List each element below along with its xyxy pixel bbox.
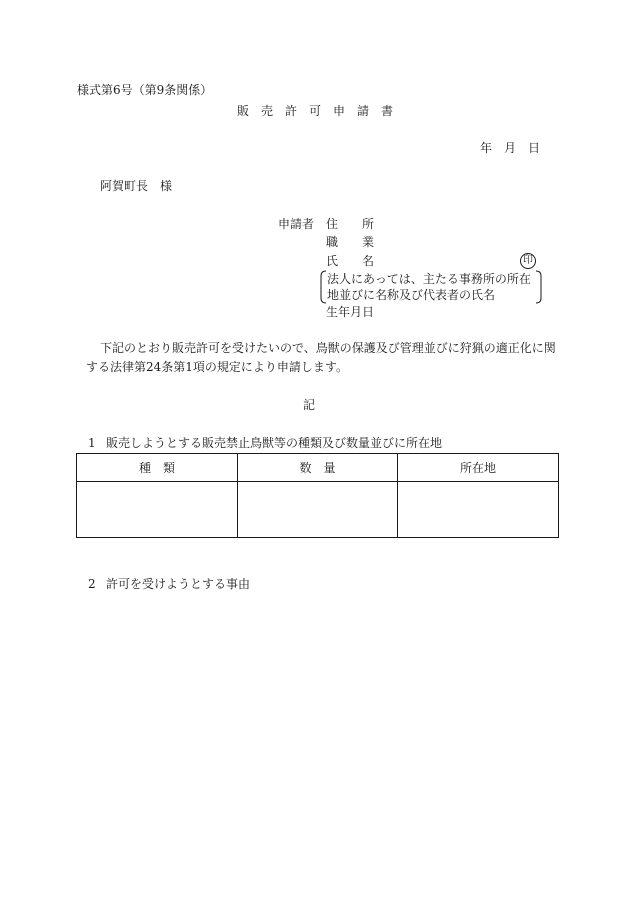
table-header-cell: 数 量 bbox=[238, 454, 398, 482]
table-header-row bbox=[77, 454, 559, 482]
body-line: する法律第24条第1項の規定により申請します。 bbox=[86, 360, 348, 374]
applicant-label: 申請者 bbox=[278, 217, 315, 231]
table-cell bbox=[238, 482, 398, 538]
occupation-label: 職 業 bbox=[326, 235, 375, 249]
addressee: 阿賀町長 様 bbox=[100, 179, 173, 193]
table-row bbox=[77, 482, 559, 538]
birthdate-label: 生年月日 bbox=[326, 305, 375, 319]
section-number: 2 bbox=[88, 577, 96, 591]
name-label: 氏 名 bbox=[326, 254, 375, 268]
table-header-cell: 種 類 bbox=[77, 454, 238, 482]
document-title: 販 売 許 可 申 請 書 bbox=[236, 104, 393, 118]
corporate-note bbox=[318, 270, 544, 304]
corporate-note-text bbox=[327, 271, 531, 303]
section-title: 許可を受けようとする事由 bbox=[106, 577, 251, 591]
table-header-cell: 所在地 bbox=[398, 454, 559, 482]
date-line: 年 月 日 bbox=[480, 141, 541, 155]
table-cell bbox=[77, 482, 238, 538]
address-label: 住 所 bbox=[326, 217, 375, 231]
bracket-right bbox=[536, 271, 541, 303]
section-number: 1 bbox=[88, 436, 96, 450]
form-number-label: 様式第6号（第9条関係） bbox=[77, 83, 213, 97]
table-cell bbox=[398, 482, 559, 538]
section-title: 販売しようとする販売禁止鳥獣等の種類及び数量並びに所在地 bbox=[106, 436, 443, 450]
corporate-note-line: 法人にあっては、主たる事務所の所在 bbox=[327, 272, 531, 286]
bracket-left bbox=[321, 271, 326, 303]
note-heading: 記 bbox=[303, 398, 316, 412]
corporate-note-line: 地並びに名称及び代表者の氏名 bbox=[327, 288, 496, 302]
seal-mark-icon: 印 bbox=[520, 253, 536, 269]
body-line: 下記のとおり販売許可を受けたいので、鳥獣の保護及び管理並びに狩猟の適正化に関 bbox=[100, 341, 556, 355]
item-table bbox=[76, 453, 559, 538]
